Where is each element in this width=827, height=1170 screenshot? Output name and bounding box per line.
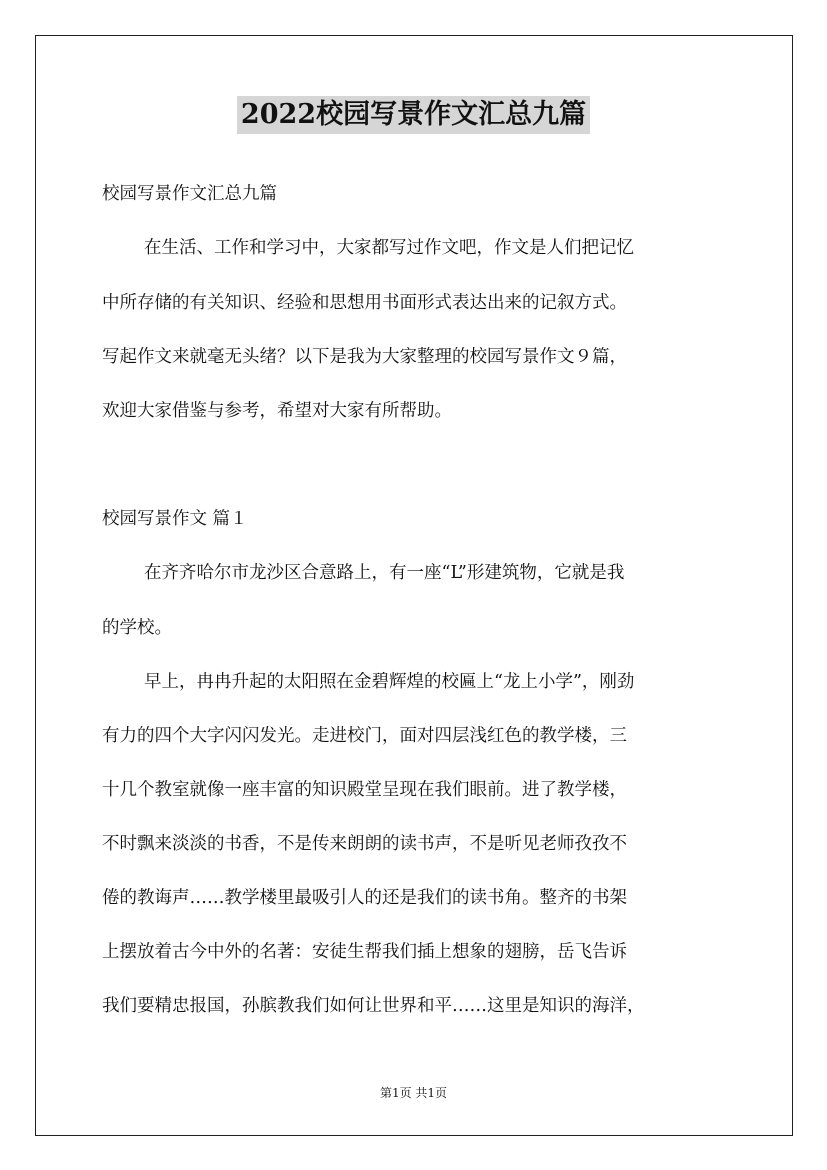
- section-heading: 校园写景作文 篇１: [102, 509, 248, 529]
- document-subtitle: 校园写景作文汇总九篇: [102, 184, 277, 204]
- intro-line: 欢迎大家借鉴与参考，希望对大家有所帮助。: [102, 401, 452, 421]
- title-container: [0, 96, 827, 134]
- paragraph-line: 的学校。: [102, 618, 172, 638]
- intro-line: 中所存储的有关知识、经验和思想用书面形式表达出来的记叙方式。: [102, 293, 627, 313]
- intro-line: 在生活、工作和学习中，大家都写过作文吧，作文是人们把记忆: [144, 238, 634, 258]
- page-number-footer: 第1页 共1页: [379, 1086, 448, 1100]
- paragraph-line: 十几个教室就像一座丰富的知识殿堂呈现在我们眼前。进了教学楼，: [102, 780, 627, 800]
- paragraph-line: 早上，冉冉升起的太阳照在金碧辉煌的校匾上“龙上小学”，刚劲: [144, 672, 635, 692]
- document-title: 2022校园写景作文汇总九篇: [237, 96, 590, 134]
- intro-line: 写起作文来就毫无头绪？以下是我为大家整理的校园写景作文９篇，: [102, 347, 627, 367]
- paragraph-line: 不时飘来淡淡的书香，不是传来朗朗的读书声，不是听见老师孜孜不: [102, 834, 627, 854]
- paragraph-line: 有力的四个大字闪闪发光。走进校门，面对四层浅红色的教学楼，三: [102, 726, 627, 746]
- paragraph-line: 在齐齐哈尔市龙沙区合意路上，有一座“L”形建筑物，它就是我: [144, 563, 625, 583]
- paragraph-line: 倦的教诲声……教学楼里最吸引人的还是我们的读书角。整齐的书架: [102, 888, 627, 908]
- paragraph-line: 上摆放着古今中外的名著：安徒生帮我们插上想象的翅膀，岳飞告诉: [102, 942, 627, 962]
- paragraph-line: 我们要精忠报国，孙膑教我们如何让世界和平……这里是知识的海洋，: [102, 996, 645, 1016]
